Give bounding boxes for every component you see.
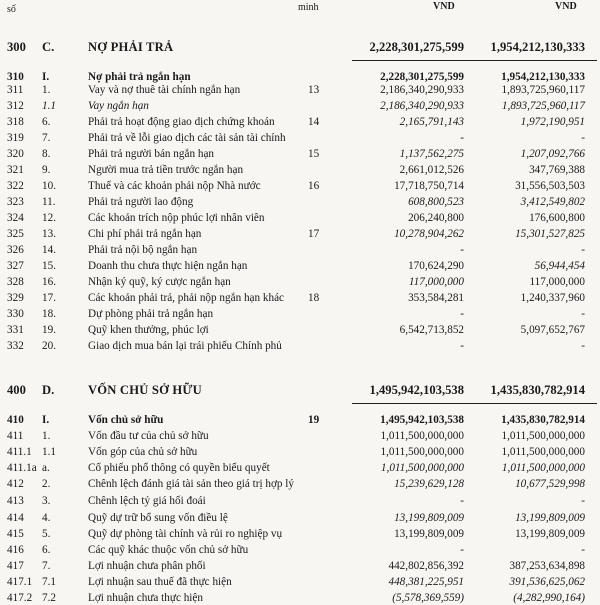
row-index: 11. — [42, 196, 56, 208]
row-code: 415 — [7, 528, 24, 540]
row-index: 7.2 — [42, 592, 56, 604]
row-label: Chi phí phải trả ngắn hạn — [88, 228, 202, 240]
value-current: 206,240,800 — [408, 212, 464, 224]
row-code: 331 — [7, 324, 24, 336]
row-note: 18 — [308, 292, 320, 304]
table-row — [0, 211, 600, 225]
table-row — [0, 227, 600, 241]
value-prior: 13,199,809,009 — [515, 512, 585, 524]
value-current: 1,011,500,000,000 — [380, 446, 464, 458]
row-code: 300 — [7, 40, 26, 54]
table-row — [0, 147, 600, 161]
row-label: Doanh thu chưa thực hiện ngắn hạn — [88, 260, 248, 272]
row-index: 13. — [42, 228, 56, 240]
row-label: Giao dịch mua bán lại trái phiếu Chính phủ — [88, 340, 282, 352]
value-prior: 1,954,212,130,333 — [501, 71, 585, 83]
row-code: 414 — [7, 512, 24, 524]
value-current: 17,718,750,714 — [394, 180, 464, 192]
table-row — [0, 591, 600, 605]
table-row — [0, 429, 600, 443]
value-prior: 1,893,725,960,117 — [501, 100, 585, 112]
row-code: 400 — [7, 383, 26, 397]
row-label: Phải trả người bán ngắn hạn — [88, 148, 215, 160]
row-code: 319 — [7, 132, 24, 144]
value-current: (5,578,369,559) — [392, 592, 464, 604]
row-index: 19. — [42, 324, 56, 336]
row-label: Phải trả hoạt động giao dịch chứng khoán — [88, 116, 275, 128]
total-underline — [352, 60, 597, 61]
value-prior: 5,097,652,767 — [520, 324, 585, 336]
value-current: 13,199,809,009 — [394, 512, 464, 524]
value-current: - — [460, 132, 464, 144]
value-current: - — [460, 544, 464, 556]
row-code: 332 — [7, 340, 24, 352]
table-row — [0, 413, 600, 427]
table-row — [0, 461, 600, 475]
value-current: 170,624,290 — [408, 260, 464, 272]
table-row — [0, 243, 600, 257]
row-code: 416 — [7, 544, 24, 556]
table-row — [0, 179, 600, 193]
row-label: Chênh lệch tỷ giá hối đoái — [88, 495, 206, 507]
table-row — [0, 40, 600, 54]
value-prior: 1,435,830,782,914 — [501, 414, 585, 426]
row-index: 1. — [42, 430, 51, 442]
row-label: Người mua trả tiền trước ngắn hạn — [88, 164, 244, 176]
row-code: 330 — [7, 308, 24, 320]
table-row — [0, 339, 600, 353]
row-label: Quỹ khen thưởng, phúc lợi — [88, 324, 209, 336]
value-prior: 1,240,337,960 — [520, 292, 585, 304]
row-label: Chênh lệch đánh giá tài sản theo giá trị hợp lý — [88, 478, 294, 490]
table-header — [0, 0, 600, 22]
row-label: Phải trả nội bộ ngắn hạn — [88, 244, 198, 256]
row-note: 19 — [308, 414, 320, 426]
value-prior: 13,199,809,009 — [515, 528, 585, 540]
value-current: 15,239,629,128 — [394, 478, 464, 490]
row-label: Vốn góp của chủ sở hữu — [88, 446, 198, 458]
table-row — [0, 83, 600, 97]
row-index: 1.1 — [42, 446, 56, 458]
row-label: Nhận ký quỹ, ký cược ngắn hạn — [88, 276, 231, 288]
row-label: Quỹ dự phòng tài chính và rủi ro nghiệp vụ — [88, 528, 283, 540]
row-index: 1. — [42, 84, 51, 96]
row-code: 322 — [7, 180, 24, 192]
row-index: 9. — [42, 164, 51, 176]
row-index: 15. — [42, 260, 56, 272]
row-code: 329 — [7, 292, 24, 304]
value-current: 1,011,500,000,000 — [380, 462, 464, 474]
row-index: D. — [42, 383, 55, 397]
row-index: C. — [42, 40, 55, 54]
value-prior: 56,944,454 — [534, 260, 585, 272]
value-prior: 117,000,000 — [529, 276, 585, 288]
row-label: Các khoản phải trả, phải nộp ngắn hạn khác — [88, 292, 285, 304]
row-label: Các quỹ khác thuộc vốn chủ sở hữu — [88, 544, 249, 556]
row-label: Vốn đầu tư của chủ sở hữu — [88, 430, 209, 442]
row-index: 8. — [42, 148, 51, 160]
value-current: 2,186,340,290,933 — [380, 84, 464, 96]
row-index: 10. — [42, 180, 56, 192]
row-label: Vay và nợ thuê tài chính ngắn hạn — [88, 84, 241, 96]
row-label: VỐN CHỦ SỞ HỮU — [88, 383, 202, 397]
value-current: 2,228,301,275,599 — [380, 71, 464, 83]
row-code: 411.1 — [7, 446, 32, 458]
row-index: I. — [42, 414, 50, 426]
row-code: 328 — [7, 276, 24, 288]
table-row — [0, 307, 600, 321]
value-current: - — [460, 244, 464, 256]
row-index: 16. — [42, 276, 56, 288]
row-label: Phải trả người lao động — [88, 196, 194, 208]
row-code: 323 — [7, 196, 24, 208]
value-current: 608,800,523 — [408, 196, 464, 208]
table-row — [0, 195, 600, 209]
currency-1: VND — [433, 1, 455, 12]
row-index: a. — [42, 462, 50, 474]
table-row — [0, 543, 600, 557]
row-label: Vay ngắn hạn — [88, 100, 149, 112]
row-code: 318 — [7, 116, 24, 128]
row-label: Các khoản trích nộp phúc lợi nhân viên — [88, 212, 265, 224]
col-note-header: minh — [298, 2, 319, 13]
row-index: 5. — [42, 528, 51, 540]
row-label: Quỹ dự trữ bổ sung vốn điều lệ — [88, 512, 228, 524]
row-label: Cổ phiếu phổ thông có quyền biểu quyết — [88, 462, 270, 474]
value-prior: 347,769,388 — [529, 164, 585, 176]
value-prior: 391,536,625,062 — [509, 576, 585, 588]
value-prior: 1,011,500,000,000 — [501, 430, 585, 442]
value-prior: - — [581, 495, 585, 507]
value-prior: - — [581, 340, 585, 352]
row-index: 17. — [42, 292, 56, 304]
value-current: 10,278,904,262 — [394, 228, 464, 240]
row-index: 1.1 — [42, 100, 56, 112]
value-current: 2,228,301,275,599 — [369, 40, 464, 54]
table-row — [0, 527, 600, 541]
table-row — [0, 259, 600, 273]
row-code: 410 — [7, 414, 24, 426]
row-index: 3. — [42, 495, 51, 507]
row-code: 412 — [7, 478, 24, 490]
row-label: Lợi nhuận sau thuế đã thực hiện — [88, 576, 232, 588]
value-prior: - — [581, 544, 585, 556]
row-label: Phải trả về lỗi giao dịch các tài sản tài chính — [88, 132, 286, 144]
table-row — [0, 291, 600, 305]
row-code: 417 — [7, 560, 24, 572]
value-current: - — [460, 308, 464, 320]
table-row — [0, 70, 600, 84]
row-code: 321 — [7, 164, 24, 176]
table-row — [0, 115, 600, 129]
value-prior: 10,677,529,998 — [515, 478, 585, 490]
row-index: 7. — [42, 132, 51, 144]
table-row — [0, 275, 600, 289]
row-index: 12. — [42, 212, 56, 224]
row-label: Lợi nhuận chưa thực hiện — [88, 592, 203, 604]
row-index: 6. — [42, 544, 51, 556]
table-row — [0, 575, 600, 589]
row-label: NỢ PHẢI TRẢ — [88, 40, 174, 54]
row-note: 15 — [308, 148, 320, 160]
table-row — [0, 511, 600, 525]
value-current: 2,165,791,143 — [399, 116, 464, 128]
row-code: 324 — [7, 212, 24, 224]
row-index: I. — [42, 71, 50, 83]
value-current: 1,137,562,275 — [399, 148, 464, 160]
row-code: 327 — [7, 260, 24, 272]
value-prior: - — [581, 132, 585, 144]
row-code: 320 — [7, 148, 24, 160]
value-current: 2,661,012,526 — [399, 164, 464, 176]
table-row — [0, 494, 600, 508]
value-current: 353,584,281 — [408, 292, 464, 304]
value-current: 442,802,856,392 — [388, 560, 464, 572]
row-index: 7. — [42, 560, 51, 572]
row-code: 311 — [7, 84, 24, 96]
row-note: 17 — [308, 228, 320, 240]
col-code-header: số — [7, 4, 16, 15]
value-current: 1,495,942,103,538 — [380, 414, 464, 426]
row-code: 411 — [7, 430, 24, 442]
row-index: 14. — [42, 244, 56, 256]
table-row — [0, 383, 600, 397]
row-label: Thuế và các khoản phải nộp Nhà nước — [88, 180, 261, 192]
row-code: 325 — [7, 228, 24, 240]
table-row — [0, 163, 600, 177]
currency-2: VND — [555, 1, 577, 12]
table-row — [0, 323, 600, 337]
value-prior: 1,972,190,951 — [520, 116, 585, 128]
value-prior: - — [581, 244, 585, 256]
value-current: 2,186,340,290,933 — [380, 100, 464, 112]
row-index: 6. — [42, 116, 51, 128]
value-prior: 176,600,800 — [529, 212, 585, 224]
value-prior: - — [581, 308, 585, 320]
value-current: 1,495,942,103,538 — [369, 383, 464, 397]
row-label: Nợ phải trả ngắn hạn — [88, 71, 191, 83]
value-current: 117,000,000 — [408, 276, 464, 288]
value-prior: 3,412,549,802 — [520, 196, 585, 208]
value-current: 6,542,713,852 — [399, 324, 464, 336]
value-current: 448,381,225,951 — [388, 576, 464, 588]
value-prior: 1,011,500,000,000 — [501, 462, 585, 474]
row-code: 413 — [7, 495, 24, 507]
value-current: 1,011,500,000,000 — [380, 430, 464, 442]
row-label: Dự phòng phải trả ngắn hạn — [88, 308, 214, 320]
value-prior: 15,301,527,825 — [515, 228, 585, 240]
row-code: 417.1 — [7, 576, 33, 588]
row-code: 312 — [7, 100, 24, 112]
table-row — [0, 99, 600, 113]
value-prior: 1,954,212,130,333 — [490, 40, 585, 54]
row-index: 20. — [42, 340, 56, 352]
row-index: 4. — [42, 512, 51, 524]
table-row — [0, 559, 600, 573]
value-current: 13,199,809,009 — [394, 528, 464, 540]
table-row — [0, 477, 600, 491]
total-underline — [352, 403, 597, 404]
value-prior: (4,282,990,164) — [513, 592, 585, 604]
row-code: 310 — [7, 71, 24, 83]
value-current: - — [460, 340, 464, 352]
value-prior: 31,556,503,503 — [515, 180, 585, 192]
row-label: Lợi nhuận chưa phân phối — [88, 560, 206, 572]
row-code: 417.2 — [7, 592, 33, 604]
value-prior: 1,435,830,782,914 — [490, 383, 585, 397]
table-row — [0, 131, 600, 145]
row-index: 2. — [42, 478, 51, 490]
row-label: Vốn chủ sở hữu — [88, 414, 164, 426]
value-prior: 1,011,500,000,000 — [501, 446, 585, 458]
row-note: 16 — [308, 180, 320, 192]
row-code: 411.1a — [7, 462, 37, 474]
value-prior: 1,893,725,960,117 — [501, 84, 585, 96]
row-note: 13 — [308, 84, 320, 96]
table-row — [0, 445, 600, 459]
row-code: 326 — [7, 244, 24, 256]
row-note: 14 — [308, 116, 320, 128]
value-current: - — [460, 495, 464, 507]
value-prior: 387,253,634,898 — [509, 560, 585, 572]
value-prior: 1,207,092,766 — [520, 148, 585, 160]
row-index: 18. — [42, 308, 56, 320]
row-index: 7.1 — [42, 576, 56, 588]
